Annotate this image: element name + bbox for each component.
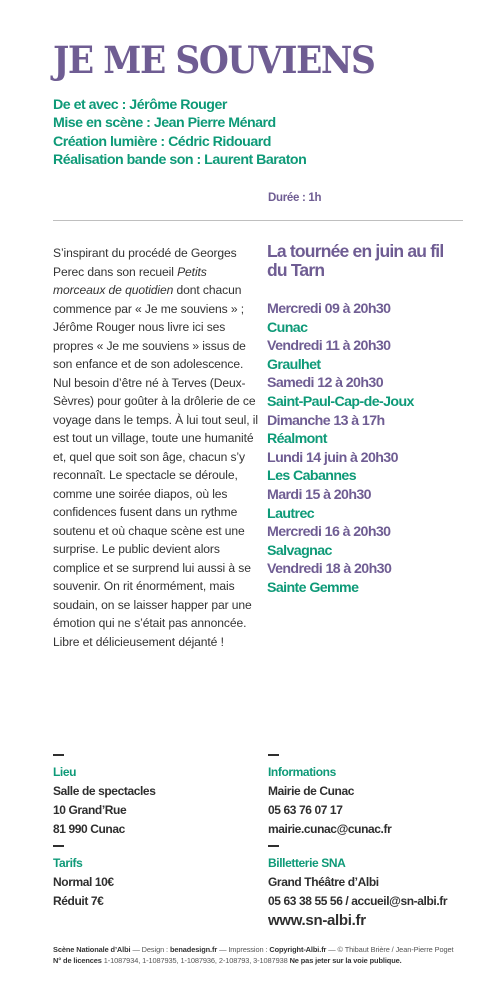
tour-date: Vendredi 11 à 20h30 bbox=[267, 338, 391, 355]
divider bbox=[53, 220, 463, 221]
website-link[interactable]: www.sn-albi.fr bbox=[268, 912, 366, 929]
tour-title: La tournée en juin au fil du Tarn bbox=[267, 241, 444, 280]
tour-place: Saint-Paul-Cap-de-Joux bbox=[267, 393, 414, 410]
footer-text: — Impression : bbox=[217, 945, 270, 954]
footer-license-numbers: 1-1087934, 1-1087935, 1-1087936, 2-108793, 3-1087938 bbox=[101, 956, 290, 965]
price-line: Normal 10€ bbox=[53, 875, 114, 889]
tour-date: Vendredi 18 à 20h30 bbox=[267, 561, 392, 578]
tour-place: Cunac bbox=[267, 319, 308, 336]
contact-phone: 05 63 76 07 17 bbox=[268, 803, 343, 817]
tour-place: Sainte Gemme bbox=[267, 579, 359, 596]
tour-date: Mercredi 16 à 20h30 bbox=[267, 524, 391, 541]
description bbox=[53, 244, 258, 651]
footer-credits: — © Thibaut Brière / Jean-Pierre Poget bbox=[326, 945, 454, 954]
price-line: Réduit 7€ bbox=[53, 894, 104, 908]
credit-line: Création lumière : Cédric Ridouard bbox=[53, 133, 271, 150]
footer-org: Scène Nationale d’Albi bbox=[53, 945, 131, 954]
footer-line-1 bbox=[53, 944, 473, 955]
tour-place: Les Cabannes bbox=[267, 468, 356, 485]
footer bbox=[53, 944, 473, 966]
ticketing-contact[interactable]: 05 63 38 55 56 / accueil@sn-albi.fr bbox=[268, 894, 448, 908]
page-title: JE ME SOUVIENS bbox=[53, 38, 375, 82]
ticketing-line: Grand Théâtre d’Albi bbox=[268, 875, 379, 889]
tour-place: Réalmont bbox=[267, 431, 327, 448]
footer-line-2 bbox=[53, 955, 473, 966]
credit-line: Mise en scène : Jean Pierre Ménard bbox=[53, 115, 276, 132]
ticketing-info bbox=[268, 854, 447, 930]
tour-date: Mardi 15 à 20h30 bbox=[267, 486, 371, 503]
contact-email[interactable]: mairie.cunac@cunac.fr bbox=[268, 822, 392, 836]
contact-heading: Informations bbox=[268, 765, 336, 779]
tour-dates bbox=[267, 300, 472, 598]
credit-line: De et avec : Jérôme Rouger bbox=[53, 97, 227, 113]
tour-date: Samedi 12 à 20h30 bbox=[267, 375, 383, 392]
description-text: dont chacun commence par « Je me souviens » ; Jérôme Rouger nous livre ici ses propres « Je me souviens » issus de son enfance et de son adolescence. bbox=[53, 283, 246, 371]
section-dash bbox=[53, 754, 64, 756]
description-paragraph-3: Libre et délicieusement déjanté ! bbox=[53, 634, 224, 649]
venue-line: 81 990 Cunac bbox=[53, 822, 125, 836]
venue-heading: Lieu bbox=[53, 765, 77, 779]
venue-line: Salle de spectacles bbox=[53, 784, 156, 798]
footer-license-label: N° de licences bbox=[53, 956, 102, 965]
footer-designer: benadesign.fr bbox=[169, 945, 218, 954]
ticketing-heading: Billetterie SNA bbox=[268, 856, 346, 870]
description-text: S’inspirant du procédé de Georges Perec dans son recueil bbox=[53, 246, 237, 279]
prices-heading: Tarifs bbox=[53, 856, 83, 870]
contact-info bbox=[268, 763, 391, 839]
tour-place: Lautrec bbox=[267, 505, 315, 522]
footer-printer: Copyright-Albi.fr bbox=[269, 945, 327, 954]
section-dash bbox=[268, 845, 279, 847]
tour-date: Lundi 14 juin à 20h30 bbox=[267, 449, 398, 466]
tour-place: Salvagnac bbox=[267, 542, 332, 559]
prices-info bbox=[53, 854, 114, 911]
section-dash bbox=[53, 845, 64, 847]
footer-text: — Design : bbox=[130, 945, 170, 954]
contact-line: Mairie de Cunac bbox=[268, 784, 355, 798]
credits bbox=[53, 96, 453, 169]
section-dash bbox=[268, 754, 279, 756]
duration: Durée : 1h bbox=[268, 192, 322, 204]
footer-notice: Ne pas jeter sur la voie publique. bbox=[289, 956, 402, 965]
book-title: Petits morceaux de quotidien bbox=[53, 264, 207, 297]
credit-line: Réalisation bande son : Laurent Baraton bbox=[53, 151, 307, 168]
tour-date: Dimanche 13 à 17h bbox=[267, 412, 385, 429]
venue-line: 10 Grand’Rue bbox=[53, 803, 127, 817]
description-paragraph-1 bbox=[53, 244, 258, 374]
tour-date: Mercredi 09 à 20h30 bbox=[267, 301, 391, 317]
description-paragraph-2: Nul besoin d’être né à Terves (Deux-Sèvres) pour goûter à la drôlerie de ce voyage dans le temps. À lui tout seul, il est tout un village, toute une humanité et, quel que soit son âge, chacun s’y reconnaît. Le spectacle se déroule, comme une soirée diapos, où les confidences fusent dans un rythme soutenu et où chaque scène est une surprise. Le public devient alors complice et se surprend lui aussi à se souvenir. On rit énormément, mais soudain, on se laisser happer par une émotion qui ne s’était pas annoncée. bbox=[53, 375, 258, 630]
venue-info bbox=[53, 763, 155, 839]
tour-place: Graulhet bbox=[267, 356, 321, 373]
